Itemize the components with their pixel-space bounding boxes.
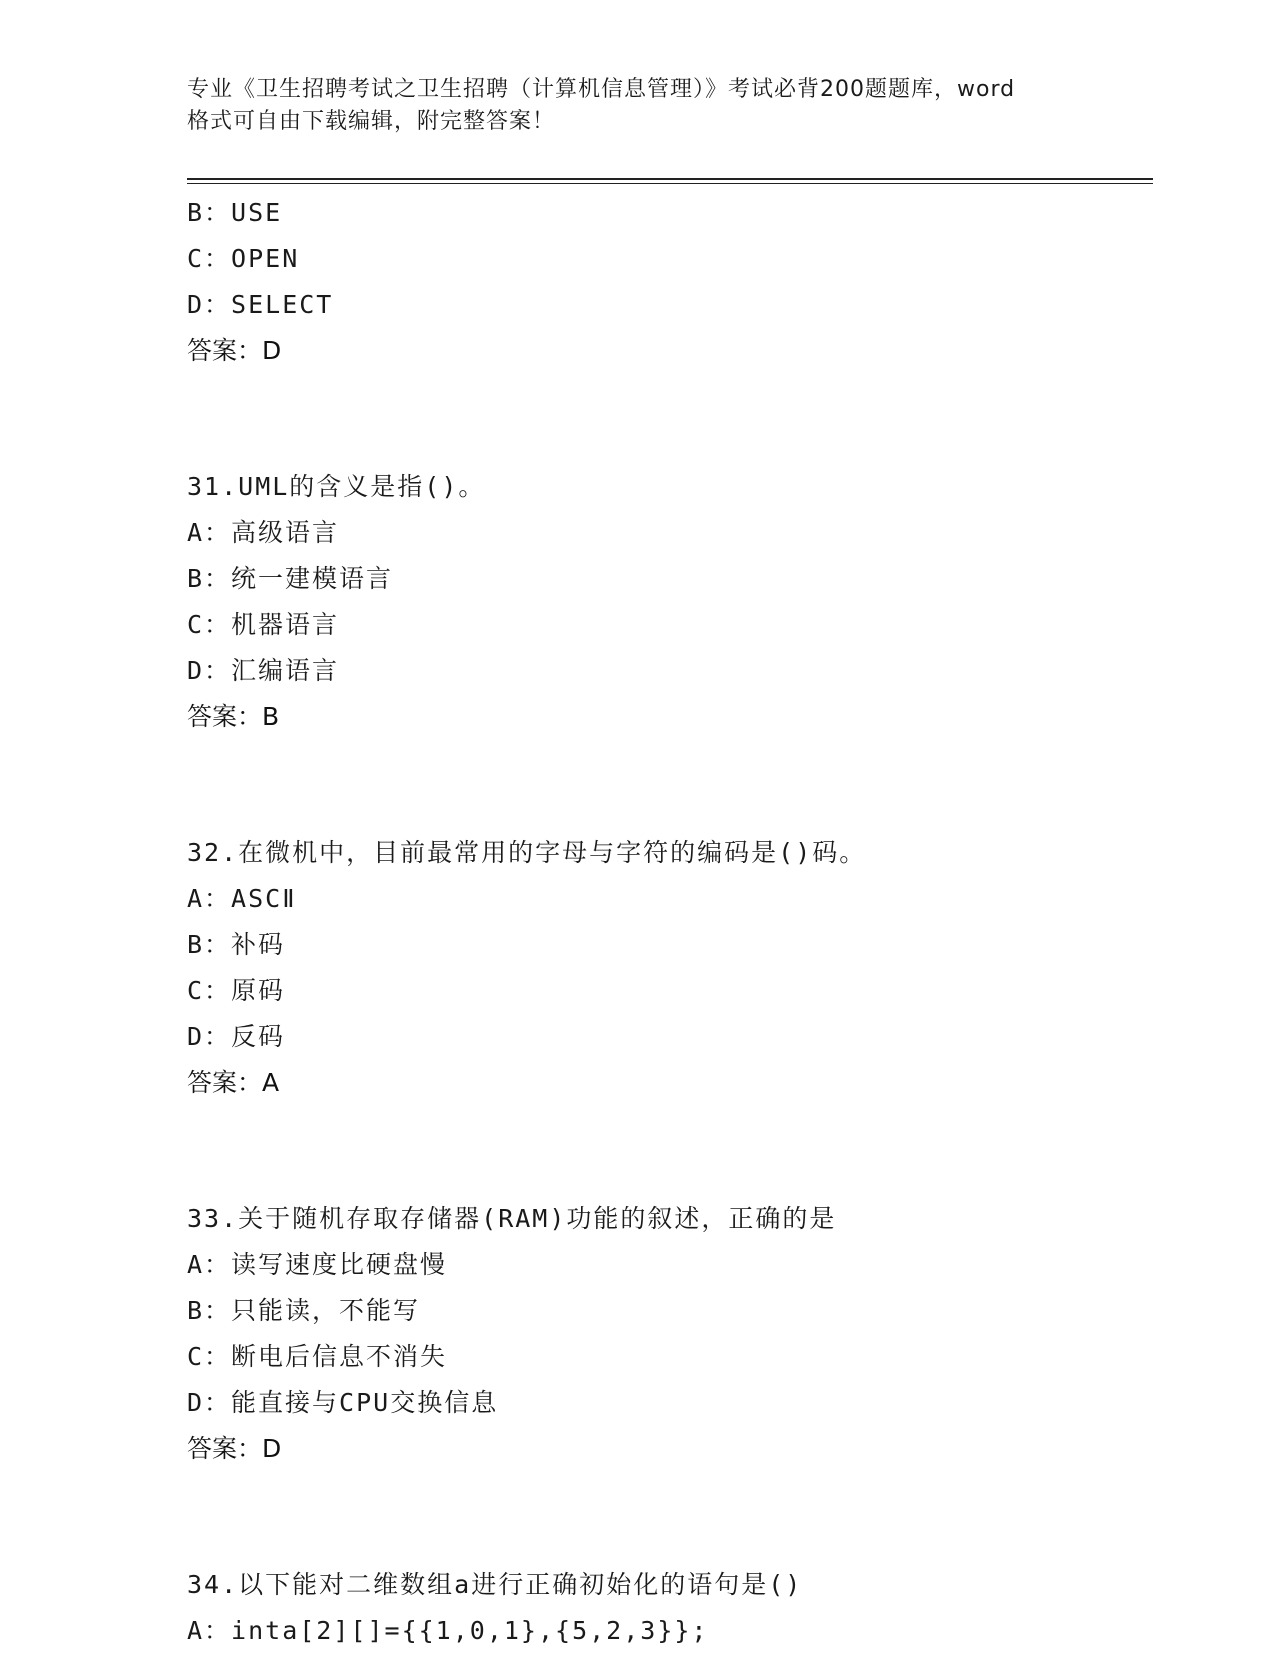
header-rule-thin (187, 183, 1153, 184)
option-d: D：SELECT (187, 290, 334, 319)
option-c: C：断电后信息不消失 (187, 1342, 448, 1371)
question-text: 34.以下能对二维数组a进行正确初始化的语句是() (187, 1570, 803, 1599)
option-c: C：原码 (187, 976, 286, 1005)
question-block (187, 190, 1147, 374)
answer-line: 答案：B (187, 702, 280, 731)
block-spacer (187, 740, 1147, 830)
answer-line: 答案：A (187, 1068, 280, 1097)
question-text: 32.在微机中，目前最常用的字母与字符的编码是()码。 (187, 838, 867, 867)
option-b: B：USE (187, 198, 283, 227)
block-spacer (187, 374, 1147, 464)
option-a: A：高级语言 (187, 518, 340, 547)
option-b: B：只能读，不能写 (187, 1296, 421, 1325)
question-text: 31.UML的含义是指()。 (187, 472, 486, 501)
header-rule-thick (187, 178, 1153, 180)
option-d: D：能直接与CPU交换信息 (187, 1388, 499, 1417)
question-text: 33.关于随机存取存储器(RAM)功能的叙述，正确的是 (187, 1204, 837, 1233)
option-a: A：ASCⅡ (187, 884, 297, 913)
option-b: B：统一建模语言 (187, 564, 394, 593)
header-title-line-2: 格式可自由下载编辑，附完整答案！ (187, 109, 556, 134)
option-a: A：inta[2][]={{1,0,1},{5,2,3}}; (187, 1616, 709, 1645)
option-c: C：OPEN (187, 244, 300, 273)
answer-line: 答案：D (187, 336, 282, 365)
question-block (187, 1562, 1147, 1654)
header-title-line-1: 专业《卫生招聘考试之卫生招聘（计算机信息管理）》考试必背200题题库，word (187, 77, 1016, 102)
document-header (187, 74, 1087, 138)
option-d: D：反码 (187, 1022, 286, 1051)
option-a: A：读写速度比硬盘慢 (187, 1250, 448, 1279)
answer-line: 答案：D (187, 1434, 282, 1463)
question-block (187, 1196, 1147, 1472)
option-d: D：汇编语言 (187, 656, 340, 685)
option-b: B：补码 (187, 930, 286, 959)
question-block (187, 464, 1147, 740)
question-list (187, 190, 1147, 1654)
option-c: C：机器语言 (187, 610, 340, 639)
question-block (187, 830, 1147, 1106)
block-spacer (187, 1472, 1147, 1562)
block-spacer (187, 1106, 1147, 1196)
